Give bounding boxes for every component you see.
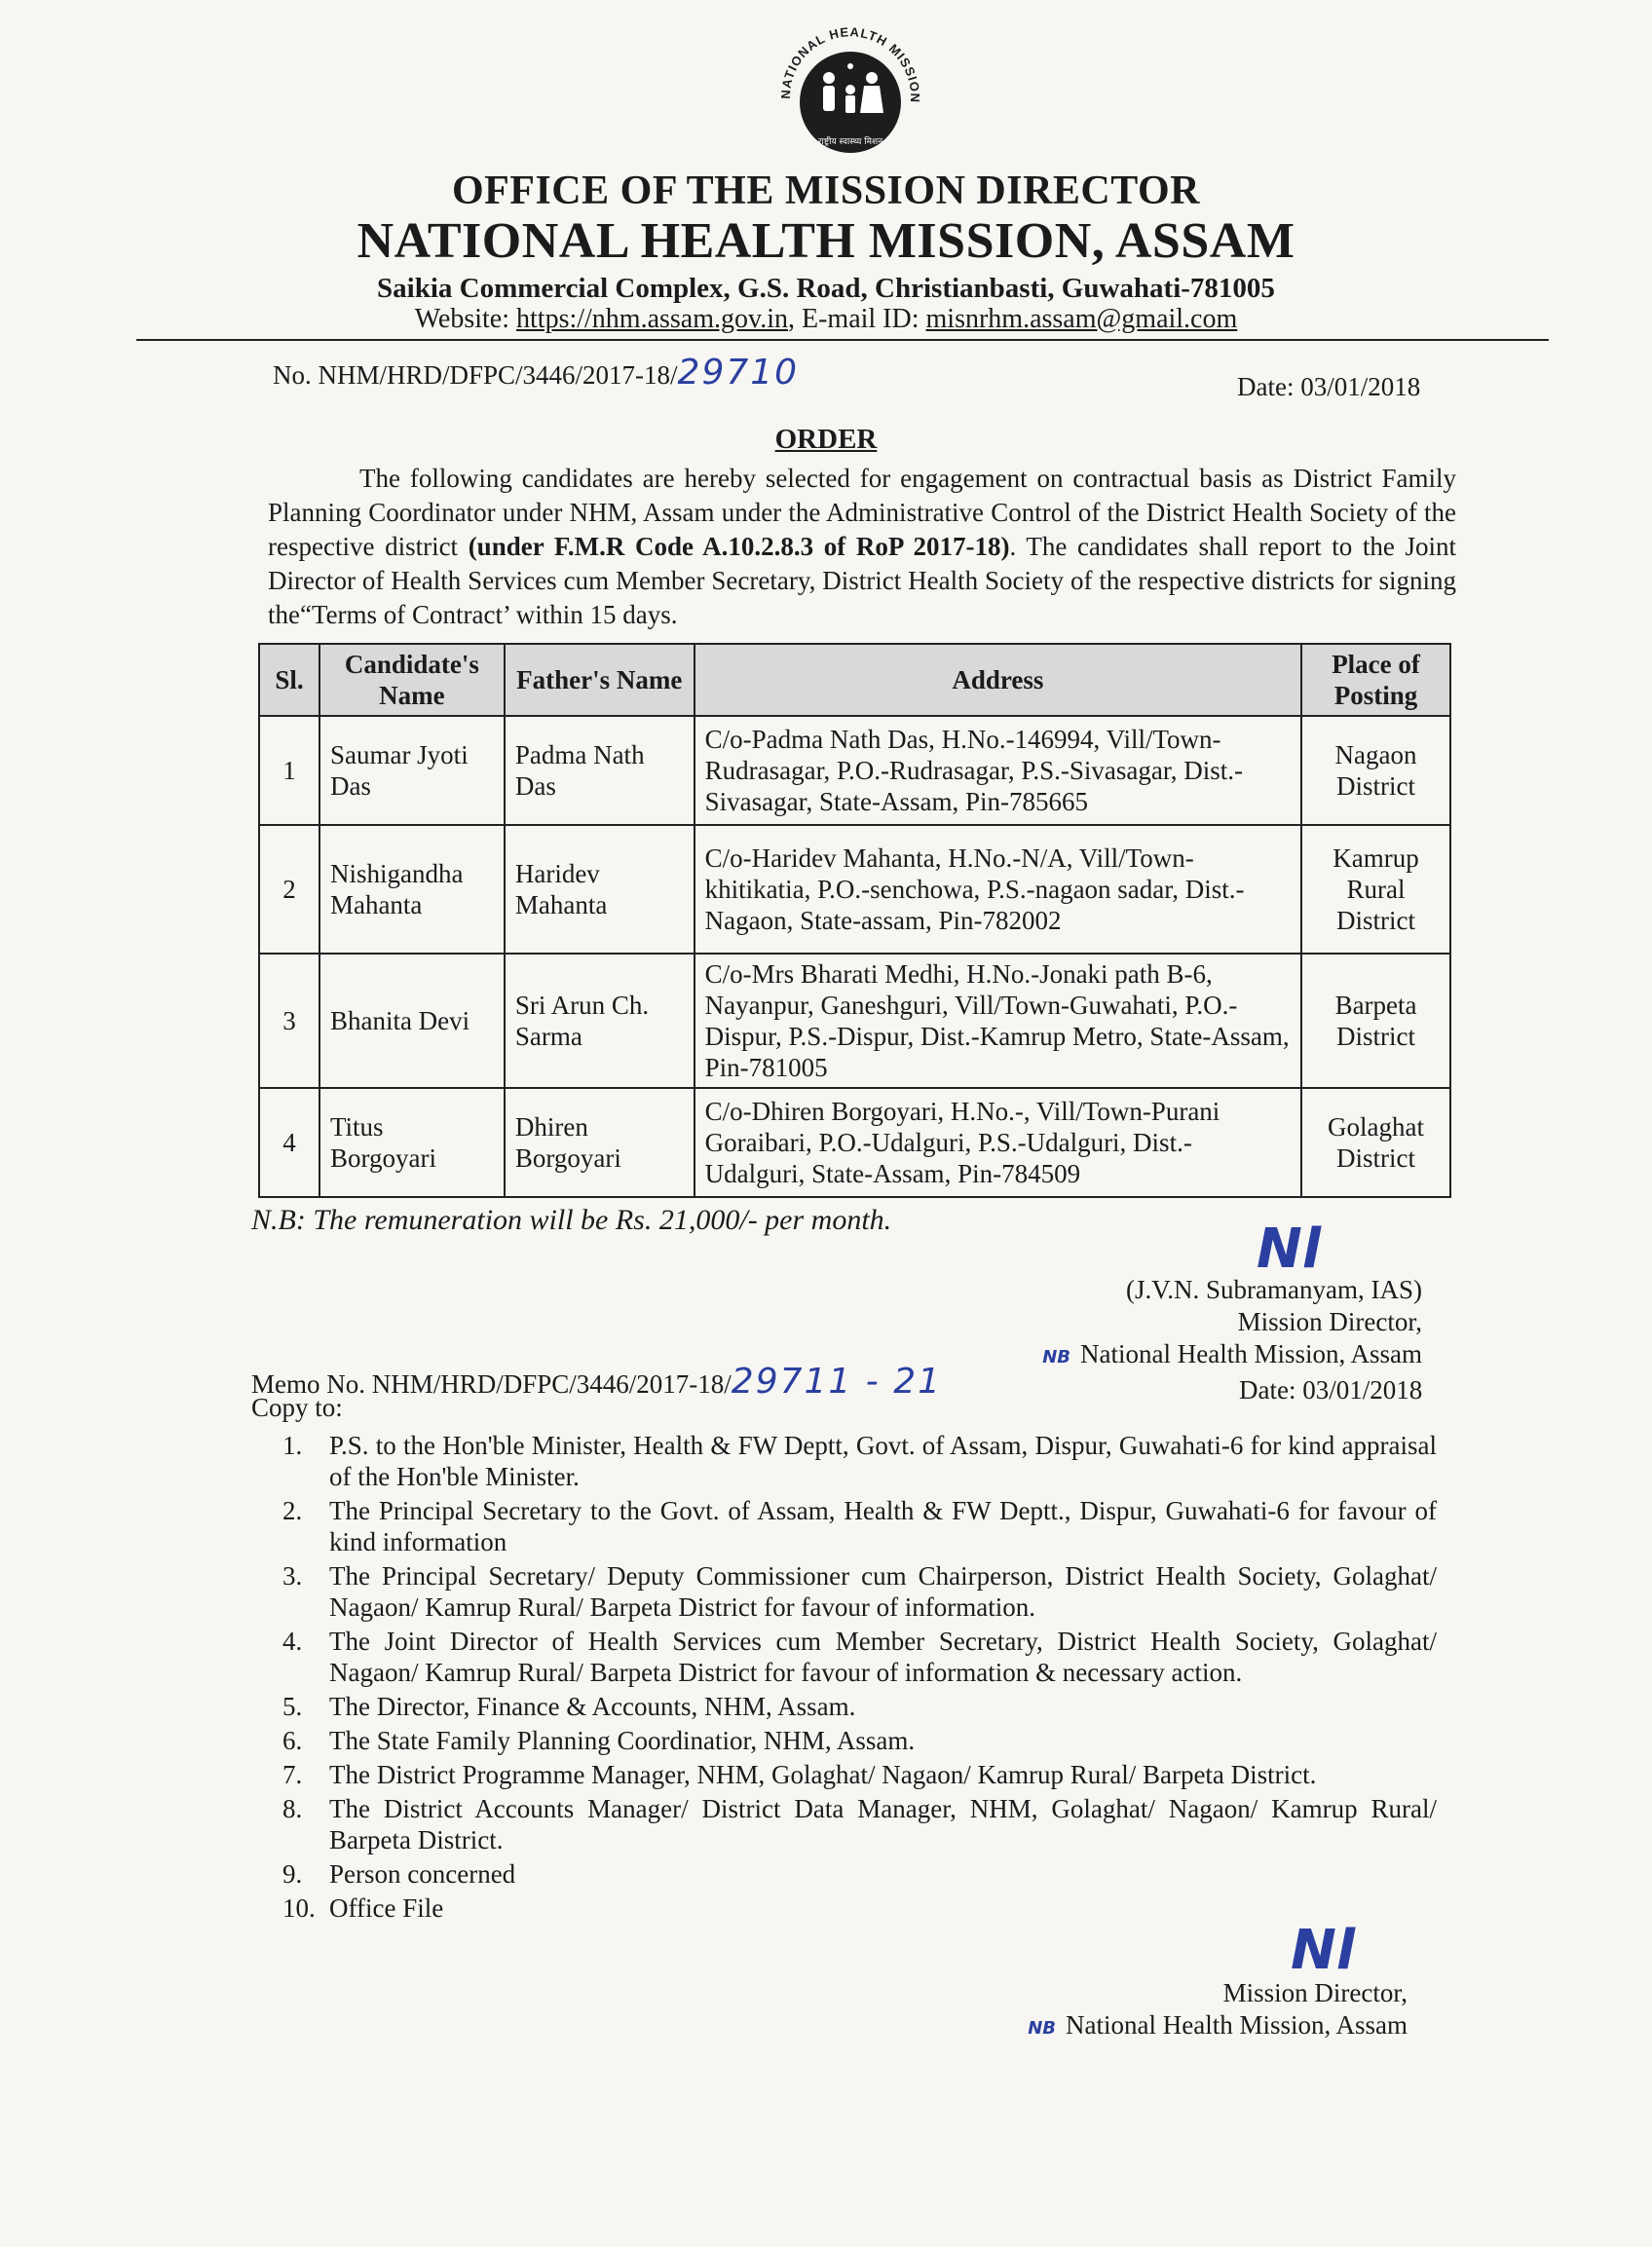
cell-candidate-name: Saumar Jyoti Das bbox=[319, 716, 505, 825]
cell-sl: 4 bbox=[259, 1088, 319, 1197]
list-item bbox=[282, 1892, 1437, 1924]
header-place-of-posting: Place of Posting bbox=[1301, 644, 1450, 716]
list-item-text: The State Family Planning Coordinatior, NHM, Assam. bbox=[329, 1726, 916, 1755]
list-item-number: 8. bbox=[282, 1794, 303, 1823]
cell-father-name: Dhiren Borgoyari bbox=[505, 1088, 695, 1197]
signatory-designation: Mission Director, bbox=[1237, 1307, 1422, 1336]
header-father-name: Father's Name bbox=[505, 644, 695, 716]
cell-candidate-name: Nishigandha Mahanta bbox=[319, 825, 505, 954]
cell-place-of-posting: Nagaon District bbox=[1301, 716, 1450, 825]
order-number-prefix: No. NHM/HRD/DFPC/3446/2017-18/ bbox=[273, 360, 678, 390]
list-item bbox=[282, 1691, 1437, 1722]
list-item-number: 6. bbox=[282, 1726, 303, 1755]
office-title: OFFICE OF THE MISSION DIRECTOR bbox=[451, 169, 1201, 213]
signatory-org: National Health Mission, Assam bbox=[1080, 1339, 1422, 1368]
list-item bbox=[282, 1759, 1437, 1790]
mission-title: NATIONAL HEALTH MISSION, ASSAM bbox=[357, 213, 1295, 269]
memo-number-prefix: Memo No. NHM/HRD/DFPC/3446/2017-18/ bbox=[251, 1369, 732, 1399]
cell-father-name: Sri Arun Ch. Sarma bbox=[505, 954, 695, 1088]
list-item-number: 5. bbox=[282, 1692, 303, 1721]
list-item bbox=[282, 1626, 1437, 1688]
list-item-text: Office File bbox=[329, 1893, 444, 1923]
list-item-number: 4. bbox=[282, 1627, 303, 1656]
list-item-text: P.S. to the Hon'ble Minister, Health & FW Deptt, Govt. of Assam, Dispur, Guwahati-6 for kind appraisal of the Hon'ble Minister. bbox=[329, 1431, 1437, 1491]
contact-line bbox=[0, 304, 1652, 335]
list-item-number: 2. bbox=[282, 1496, 303, 1525]
table-row bbox=[259, 954, 1450, 1088]
logo-bottom-text: राष्ट्रीय स्वास्थ्य मिशन bbox=[817, 137, 883, 147]
logo-arc-text: NATIONAL HEALTH MISSION bbox=[777, 24, 923, 104]
list-item-text: The Principal Secretary/ Deputy Commissioner cum Chairperson, District Health Society, Golaghat/ Nagaon/ Kamrup Rural/ Barpeta District for favour of information. bbox=[329, 1561, 1437, 1622]
list-item bbox=[282, 1560, 1437, 1623]
signature-block bbox=[1003, 1977, 1408, 2044]
cell-address: C/o-Padma Nath Das, H.No.-146994, Vill/Town-Rudrasagar, P.O.-Rudrasagar, P.S.-Sivasagar, Dist.-Sivasagar, State-Assam, Pin-785665 bbox=[695, 716, 1301, 825]
signature-block bbox=[1023, 1274, 1422, 1373]
table-row bbox=[259, 716, 1450, 825]
signatory-designation: Mission Director, bbox=[1222, 1978, 1408, 2007]
order-body-fmr-code: (under F.M.R Code A.10.2.8.3 of RoP 2017-18) bbox=[468, 532, 1010, 561]
cell-father-name: Haridev Mahanta bbox=[505, 825, 695, 954]
header-address: Address bbox=[695, 644, 1301, 716]
signatory-org-line bbox=[1023, 1338, 1422, 1373]
cell-sl: 3 bbox=[259, 954, 319, 1088]
memo-date: Date: 03/01/2018 bbox=[1239, 1375, 1423, 1404]
list-item bbox=[282, 1430, 1437, 1492]
list-item bbox=[282, 1725, 1437, 1756]
cell-place-of-posting: Kamrup Rural District bbox=[1301, 825, 1450, 954]
header-sl: Sl. bbox=[259, 644, 319, 716]
cell-place-of-posting: Barpeta District bbox=[1301, 954, 1450, 1088]
list-item-text: Person concerned bbox=[329, 1859, 516, 1889]
nhm-logo bbox=[753, 19, 948, 166]
signature-mark: Nl bbox=[1291, 1919, 1356, 1982]
list-item-text: The District Programme Manager, NHM, Golaghat/ Nagaon/ Kamrup Rural/ Barpeta District. bbox=[329, 1760, 1317, 1789]
initials-mark: NB bbox=[1042, 1347, 1071, 1367]
list-item-number: 1. bbox=[282, 1431, 303, 1460]
remuneration-note: N.B: The remuneration will be Rs. 21,000/- per month. bbox=[251, 1204, 892, 1236]
list-item-text: The Director, Finance & Accounts, NHM, Assam. bbox=[329, 1692, 856, 1721]
cell-sl: 1 bbox=[259, 716, 319, 825]
office-address: Saikia Commercial Complex, G.S. Road, Christianbasti, Guwahati-781005 bbox=[377, 273, 1275, 304]
cell-place-of-posting: Golaghat District bbox=[1301, 1088, 1450, 1197]
header-candidate-name: Candidate's Name bbox=[319, 644, 505, 716]
email-link[interactable]: misnrhm.assam@gmail.com bbox=[925, 304, 1238, 334]
memo-number bbox=[251, 1362, 942, 1402]
order-body-part2: . The candidates shall report to the Joint Director of Health Services cum Member Secretary, District Health Society of the respective districts for signing the“Terms of Contract’ within 15 days. bbox=[268, 532, 1456, 629]
cell-sl: 2 bbox=[259, 825, 319, 954]
email-label: , E-mail ID: bbox=[787, 304, 926, 334]
order-body bbox=[268, 462, 1456, 632]
website-label: Website: bbox=[414, 304, 517, 334]
list-item bbox=[282, 1793, 1437, 1855]
candidates-table bbox=[258, 643, 1451, 1198]
order-body-part1: The following candidates are hereby selected for engagement on contractual basis as District Family Planning Coordinator under NHM, Assam under the Administrative Control of the District Health Society of the respective district bbox=[268, 464, 1456, 561]
list-item bbox=[282, 1495, 1437, 1557]
table-row bbox=[259, 1088, 1450, 1197]
copy-list bbox=[282, 1430, 1437, 1927]
signatory-org-line bbox=[1003, 2009, 1408, 2044]
list-item-number: 7. bbox=[282, 1760, 303, 1789]
signature-mark: Nl bbox=[1257, 1217, 1322, 1281]
signatory-name: (J.V.N. Subramanyam, IAS) bbox=[1126, 1275, 1422, 1304]
list-item-text: The District Accounts Manager/ District Data Manager, NHM, Golaghat/ Nagaon/ Kamrup Rural/ Barpeta District. bbox=[329, 1794, 1437, 1854]
cell-candidate-name: Titus Borgoyari bbox=[319, 1088, 505, 1197]
list-item-number: 9. bbox=[282, 1859, 303, 1889]
order-heading: ORDER bbox=[774, 424, 878, 455]
cell-candidate-name: Bhanita Devi bbox=[319, 954, 505, 1088]
order-number-handwritten: 29710 bbox=[677, 353, 800, 393]
memo-number-handwritten: 29711 - 21 bbox=[731, 1362, 943, 1402]
cell-address: C/o-Haridev Mahanta, H.No.-N/A, Vill/Town-khitikatia, P.O.-senchowa, P.S.-nagaon sadar, Dist.-Nagaon, State-assam, Pin-782002 bbox=[695, 825, 1301, 954]
list-item-text: The Principal Secretary to the Govt. of Assam, Health & FW Deptt., Dispur, Guwahati-6 for favour of kind information bbox=[329, 1496, 1437, 1556]
list-item-number: 3. bbox=[282, 1561, 303, 1591]
header-divider bbox=[136, 339, 1549, 341]
signatory-org: National Health Mission, Assam bbox=[1066, 2010, 1408, 2040]
list-item-text: The Joint Director of Health Services cum Member Secretary, District Health Society, Golaghat/ Nagaon/ Kamrup Rural/ Barpeta District for favour of information & necessary action. bbox=[329, 1627, 1437, 1687]
list-item-number: 10. bbox=[282, 1893, 316, 1923]
cell-father-name: Padma Nath Das bbox=[505, 716, 695, 825]
initials-mark: NB bbox=[1028, 2018, 1057, 2039]
table-row bbox=[259, 825, 1450, 954]
cell-address: C/o-Dhiren Borgoyari, H.No.-, Vill/Town-Purani Goraibari, P.O.-Udalguri, P.S.-Udalguri, Dist.-Udalguri, State-Assam, Pin-784509 bbox=[695, 1088, 1301, 1197]
order-number bbox=[273, 353, 799, 393]
order-date: Date: 03/01/2018 bbox=[1237, 372, 1421, 401]
list-item bbox=[282, 1858, 1437, 1890]
cell-address: C/o-Mrs Bharati Medhi, H.No.-Jonaki path B-6, Nayanpur, Ganeshguri, Vill/Town-Guwahati, P.O.-Dispur, P.S.-Dispur, Dist.-Kamrup Metro, State-Assam, Pin-781005 bbox=[695, 954, 1301, 1088]
table-header-row bbox=[259, 644, 1450, 716]
copy-to-label: Copy to: bbox=[251, 1393, 343, 1422]
website-link[interactable]: https://nhm.assam.gov.in bbox=[516, 304, 788, 334]
